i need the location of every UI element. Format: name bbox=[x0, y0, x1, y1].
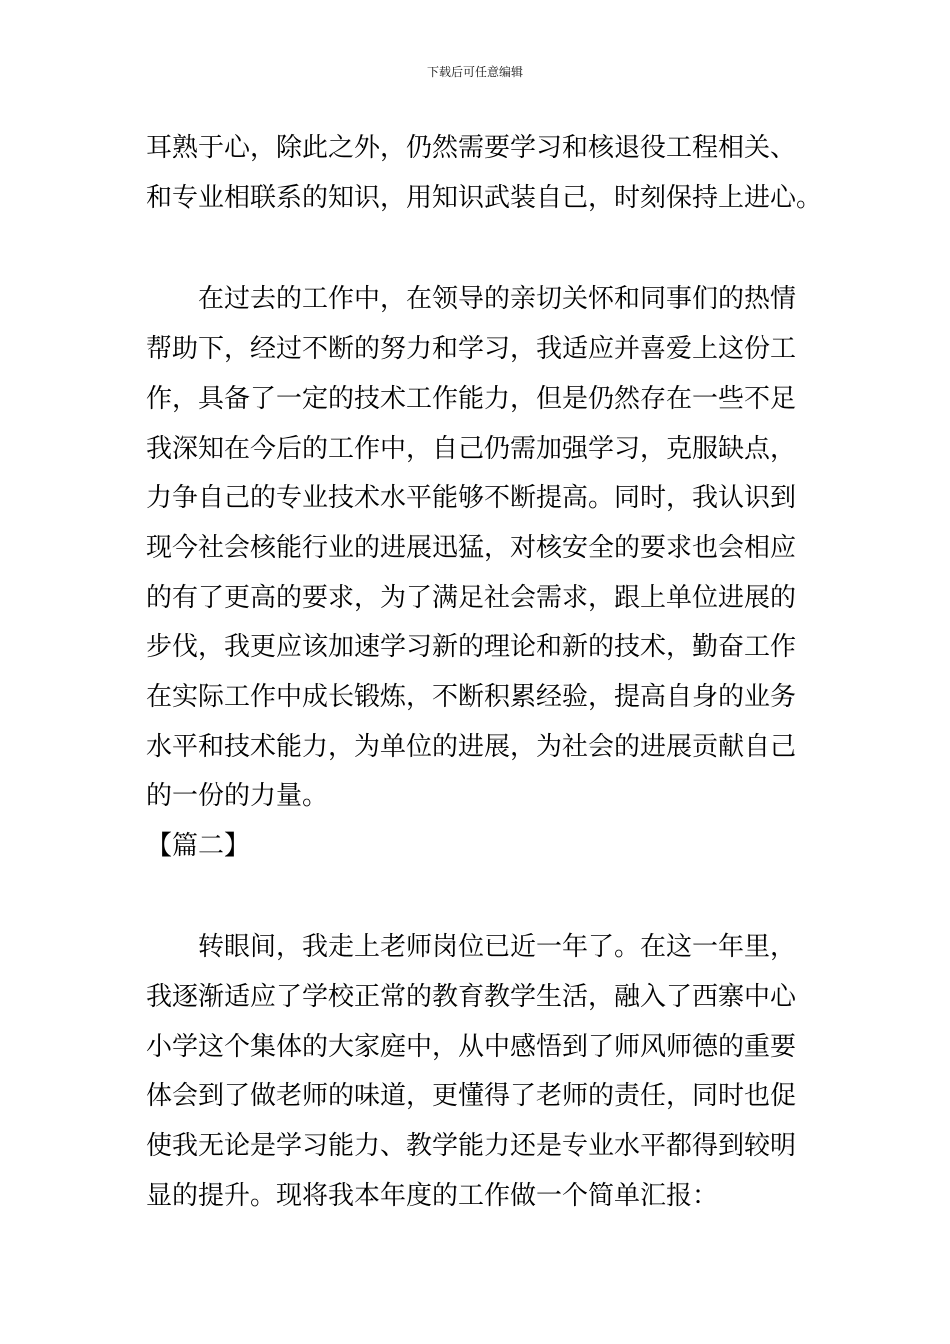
text-line: 在实际工作中成长锻炼，不断积累经验，提高自身的业务 bbox=[146, 682, 797, 712]
text-line: 显的提升。现将我本年度的工作做一个简单汇报： bbox=[146, 1181, 719, 1211]
text-line: 的有了更高的要求，为了满足社会需求，跟上单位进展的 bbox=[146, 583, 797, 613]
text-line: 和专业相联系的知识，用知识武装自己，时刻保持上进心。 bbox=[146, 183, 823, 213]
text-line: 小学这个集体的大家庭中，从中感悟到了师风师德的重要 bbox=[146, 1032, 797, 1062]
section-heading: 【篇二】 bbox=[146, 831, 251, 861]
text-line: 帮助下，经过不断的努力和学习，我适应并喜爱上这份工 bbox=[146, 334, 797, 364]
text-line: 现今社会核能行业的进展迅猛，对核安全的要求也会相应 bbox=[146, 533, 797, 563]
text-line: 我逐渐适应了学校正常的教育教学生活，融入了西寨中心 bbox=[146, 982, 797, 1012]
text-line: 使我无论是学习能力、教学能力还是专业水平都得到较明 bbox=[146, 1131, 797, 1161]
text-line: 水平和技术能力，为单位的进展，为社会的进展贡献自己 bbox=[146, 732, 797, 762]
text-line: 力争自己的专业技术水平能够不断提高。同时，我认识到 bbox=[146, 483, 797, 513]
page-header: 下载后可任意编辑 bbox=[426, 65, 523, 79]
text-line: 体会到了做老师的味道，更懂得了老师的责任，同时也促 bbox=[146, 1081, 797, 1111]
text-line: 的一份的力量。 bbox=[146, 781, 329, 811]
text-line: 步伐，我更应该加速学习新的理论和新的技术，勤奋工作 bbox=[146, 632, 797, 662]
text-line: 我深知在今后的工作中，自己仍需加强学习，克服缺点， bbox=[146, 434, 797, 464]
paragraph-first-line: 在过去的工作中，在领导的亲切关怀和同事们的热情 bbox=[198, 284, 797, 314]
text-line: 作，具备了一定的技术工作能力，但是仍然存在一些不足 bbox=[146, 384, 797, 414]
paragraph-first-line: 转眼间，我走上老师岗位已近一年了。在这一年里， bbox=[198, 932, 797, 962]
text-line: 耳熟于心，除此之外，仍然需要学习和核退役工程相关、 bbox=[146, 133, 797, 163]
